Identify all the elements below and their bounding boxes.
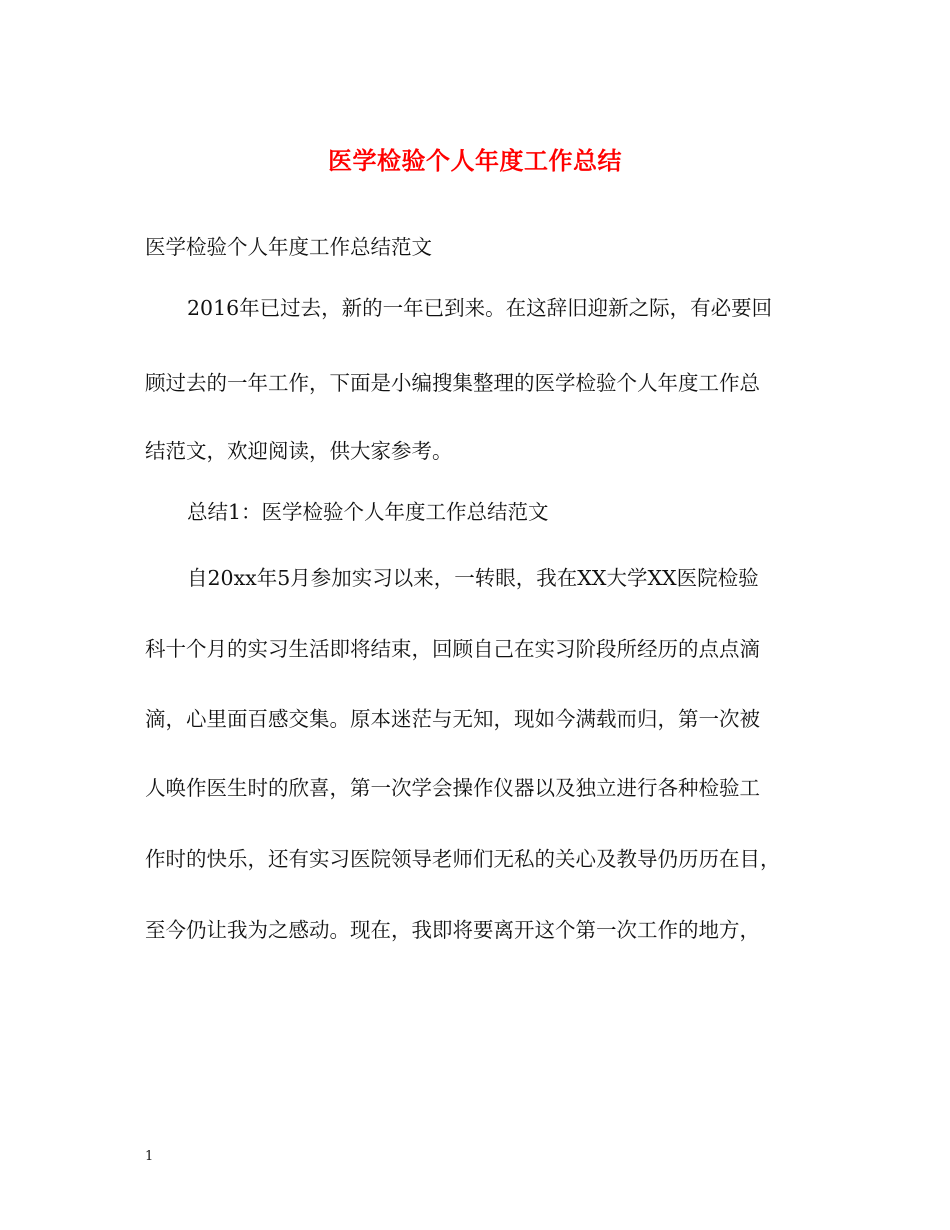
paragraph-line: 作时的快乐，还有实习医院领导老师们无私的关心及教导仍历历在目，	[145, 847, 781, 871]
document-title: 医学检验个人年度工作总结	[328, 146, 622, 175]
paragraph-line: 顾过去的一年工作，下面是小编搜集整理的医学检验个人年度工作总	[145, 371, 760, 395]
paragraph-line: 科十个月的实习生活即将结束，回顾自己在实习阶段所经历的点点滴	[145, 637, 760, 661]
section-heading-line: 总结1：医学检验个人年度工作总结范文	[187, 500, 549, 524]
paragraph-line: 滴，心里面百感交集。原本迷茫与无知，现如今满载而归，第一次被	[145, 707, 760, 731]
subtitle-line: 医学检验个人年度工作总结范文	[145, 235, 432, 259]
paragraph-line: 2016年已过去，新的一年已到来。在这辞旧迎新之际，有必要回	[187, 296, 773, 320]
paragraph-line: 结范文，欢迎阅读，供大家参考。	[145, 439, 453, 463]
paragraph-line: 人唤作医生时的欣喜，第一次学会操作仪器以及独立进行各种检验工	[145, 776, 760, 800]
paragraph-line: 至今仍让我为之感动。现在，我即将要离开这个第一次工作的地方，	[145, 918, 760, 942]
page-number: 1	[145, 1149, 154, 1164]
paragraph-line: 自20xx年5月参加实习以来，一转眼，我在XX大学XX医院检验	[187, 566, 759, 590]
